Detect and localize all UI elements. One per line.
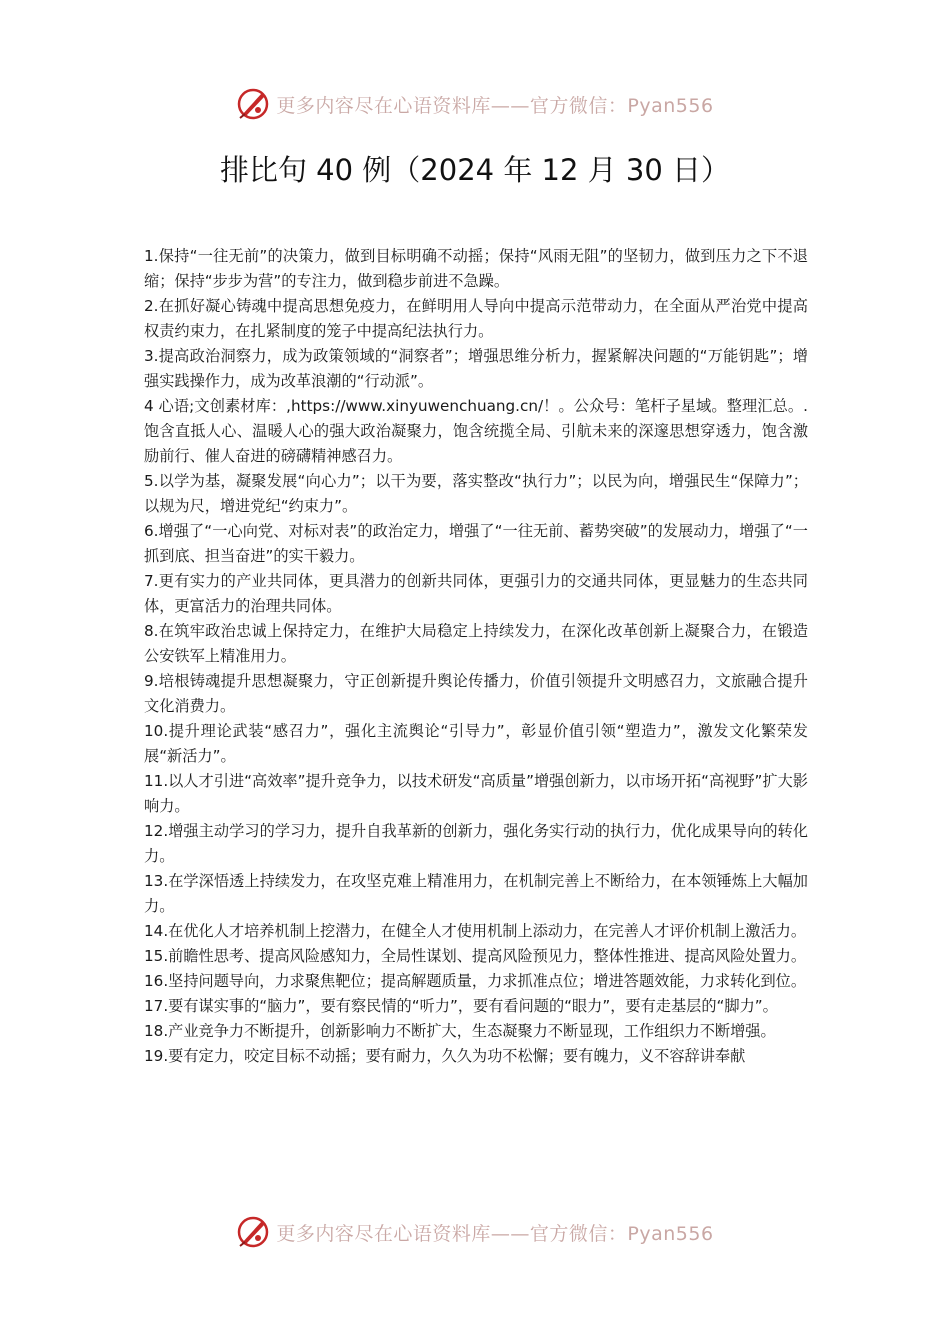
paragraph: 7.更有实力的产业共同体，更具潜力的创新共同体，更强引力的交通共同体，更显魅力的生态共同体，更富活力的治理共同体。 bbox=[144, 572, 808, 615]
paragraph: 2.在抓好凝心铸魂中提高思想免疫力，在鲜明用人导向中提高示范带动力，在全面从严治党中提高权责约束力，在扎紧制度的笼子中提高纪法执行力。 bbox=[144, 297, 808, 340]
document-body bbox=[144, 244, 808, 1069]
footer-banner bbox=[0, 1210, 950, 1254]
paragraph: 19.要有定力，咬定目标不动摇；要有耐力，久久为功不松懈；要有魄力，义不容辞讲奉献 bbox=[144, 1047, 746, 1065]
banner-text bbox=[276, 1219, 713, 1246]
paragraph: 9.培根铸魂提升思想凝聚力，守正创新提升舆论传播力，价值引领提升文明感召力，文旅融合提升文化消费力。 bbox=[144, 672, 808, 715]
paragraph: 15.前瞻性思考、提高风险感知力，全局性谋划、提高风险预见力，整体性推进、提高风险处置力。 bbox=[144, 947, 807, 965]
paragraph: 13.在学深悟透上持续发力，在攻坚克难上精准用力，在机制完善上不断给力，在本领锤炼上大幅加力。 bbox=[144, 872, 808, 915]
paragraph: 1.保持“一往无前”的决策力，做到目标明确不动摇；保持“风雨无阻”的坚韧力，做到压力之下不退缩；保持“步步为营”的专注力，做到稳步前进不急躁。 bbox=[144, 247, 808, 290]
paragraph: 8.在筑牢政治忠诚上保持定力，在维护大局稳定上持续发力，在深化改革创新上凝聚合力，在锻造公安铁军上精准用力。 bbox=[144, 622, 808, 665]
quill-logo-icon bbox=[236, 1215, 270, 1249]
wechat-id: Pyan556 bbox=[627, 1222, 714, 1245]
paragraph: 10.提升理论武装“感召力”，强化主流舆论“引导力”，彰显价值引领“塑造力”，激发文化繁荣发展“新活力”。 bbox=[144, 722, 808, 765]
paragraph: 12.增强主动学习的学习力，提升自我革新的创新力，强化务实行动的执行力，优化成果导向的转化力。 bbox=[144, 822, 808, 865]
wechat-id: Pyan556 bbox=[627, 94, 714, 117]
paragraph: 6.增强了“一心向党、对标对表”的政治定力，增强了“一往无前、蓄势突破”的发展动力，增强了“一抓到底、担当奋进”的实干毅力。 bbox=[144, 522, 808, 565]
banner-text bbox=[276, 91, 713, 118]
banner-slogan: 更多内容尽在心语资料库——官方微信： bbox=[276, 1222, 628, 1245]
paragraph: 3.提高政治洞察力，成为政策领域的“洞察者”；增强思维分析力，握紧解决问题的“万能钥匙”；增强实践操作力，成为改革浪潮的“行动派”。 bbox=[144, 347, 808, 390]
banner-slogan: 更多内容尽在心语资料库——官方微信： bbox=[276, 94, 628, 117]
header-banner bbox=[0, 82, 950, 126]
quill-logo-icon bbox=[236, 87, 270, 121]
paragraph: 4 心语;文创素材库：,https://www.xinyuwenchuang.cn/！。公众号：笔杆子星域。整理汇总。.饱含直抵人心、温暖人心的强大政治凝聚力，饱含统揽全局、引航未来的深邃思想穿透力，饱含激励前行、催人奋进的磅礴精神感召力。 bbox=[144, 397, 808, 465]
page-title: 排比句 40 例（2024 年 12 月 30 日） bbox=[219, 153, 731, 187]
paragraph: 17.要有谋实事的“脑力”，要有察民情的“听力”，要有看问题的“眼力”，要有走基层的“脚力”。 bbox=[144, 997, 778, 1015]
paragraph: 16.坚持问题导向，力求聚焦靶位；提高解题质量，力求抓准点位；增进答题效能，力求转化到位。 bbox=[144, 972, 807, 990]
paragraph: 14.在优化人才培养机制上挖潜力，在健全人才使用机制上添动力，在完善人才评价机制上激活力。 bbox=[144, 922, 807, 940]
paragraph: 5.以学为基，凝聚发展“向心力”；以干为要，落实整改“执行力”；以民为向，增强民生“保障力”；以规为尺，增进党纪“约束力”。 bbox=[144, 472, 808, 515]
paragraph: 18.产业竞争力不断提升，创新影响力不断扩大，生态凝聚力不断显现，工作组织力不断增强。 bbox=[144, 1022, 776, 1040]
paragraph: 11.以人才引进“高效率”提升竞争力，以技术研发“高质量”增强创新力，以市场开拓“高视野”扩大影响力。 bbox=[144, 772, 808, 815]
